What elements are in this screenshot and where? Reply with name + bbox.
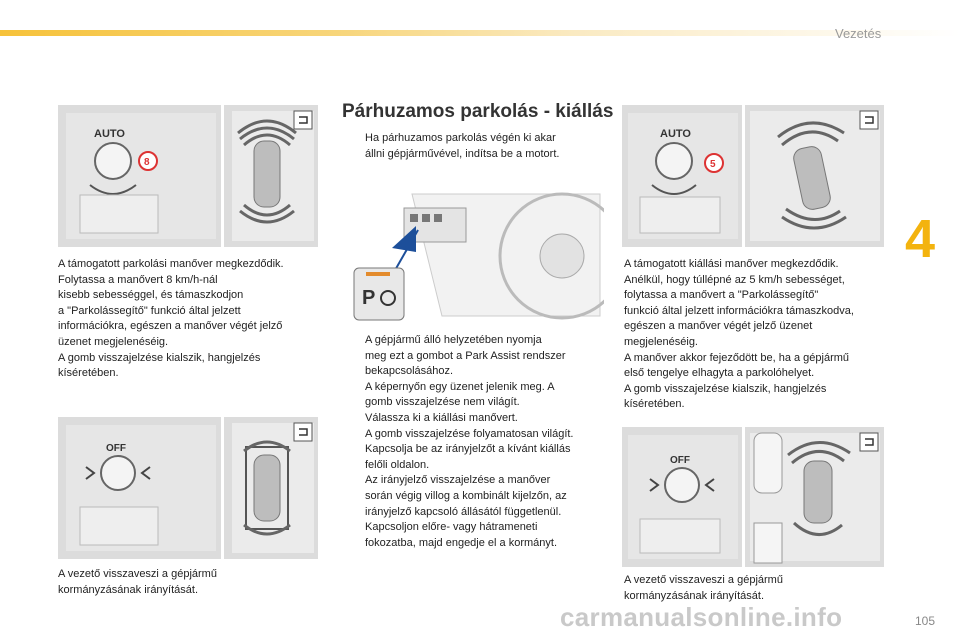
dashboard-illustration: [352, 186, 604, 322]
text-line: A támogatott kiállási manőver megkezdődik.: [624, 258, 839, 270]
text-line: gomb visszajelzése nem világít.: [365, 396, 520, 409]
text-line: Kapcsoljon előre- vagy hátrameneti: [365, 521, 538, 534]
figure-auto-8: [58, 105, 318, 247]
text-line: A gomb visszajelzése kialszik, hangjelzés: [624, 382, 827, 395]
text-line: A képernyőn egy üzenet jelenik meg. A: [365, 380, 555, 393]
text-line: A manőver akkor fejeződött be, ha a gépjármű: [624, 351, 850, 364]
bullet-item: [343, 333, 608, 411]
off-right-illustration: [622, 427, 884, 567]
text-line: bekapcsolásához.: [365, 365, 454, 378]
text-line: megjelenéséig.: [624, 335, 698, 348]
right-paragraph-2: [624, 573, 892, 604]
text-line: során végig villog a kombinált kijelzőn, az: [365, 489, 567, 502]
text-line: meg ezt a gombot a Park Assist rendszer: [365, 349, 566, 362]
text-line: fokozatba, majd engedje el a kormányt.: [365, 536, 558, 549]
bullet-item: [343, 520, 608, 551]
bullet-item: [343, 411, 608, 442]
text-line: irányjelző kapcsoló állásától függetlenül.: [365, 505, 562, 518]
bullet-item: [343, 442, 608, 520]
text-line: A támogatott parkolási manőver megkezdődik.: [58, 258, 284, 270]
off-label: OFF: [106, 443, 126, 454]
text-line: A vezető visszaveszi a gépjármű: [624, 574, 783, 586]
page-number: 105: [915, 614, 936, 628]
figure-off-left: [58, 417, 318, 559]
chapter-number: 4: [905, 209, 936, 269]
bullet-item: [343, 131, 605, 162]
text-line: A gépjármű álló helyzetében nyomja: [365, 334, 542, 346]
text-line: felőli oldalon.: [365, 458, 430, 471]
left-paragraph-1: [58, 257, 320, 382]
step-number-5: 5: [710, 159, 716, 170]
instruction-list: [343, 333, 608, 551]
step-number-8: 8: [144, 157, 150, 168]
off-label: OFF: [670, 455, 690, 466]
text-line: Az irányjelző visszajelzése a manőver: [365, 474, 551, 487]
text-line: kormányzásának irányítását.: [624, 589, 765, 602]
auto-label: AUTO: [94, 128, 125, 140]
text-line: kíséretében.: [58, 367, 119, 380]
left-paragraph-2: [58, 567, 320, 598]
park-assist-letter: P: [362, 287, 376, 309]
intro-bullet: [343, 131, 605, 162]
text-line: Válassza ki a kiállási manővert.: [365, 411, 518, 424]
text-line: kormányzásának irányítását.: [58, 583, 199, 596]
figure-off-right: [622, 427, 884, 567]
text-line: folytassa a manővert a "Parkolássegítő": [624, 289, 819, 302]
text-line: első tengelye elhagyta a parkolóhelyet.: [624, 367, 815, 380]
text-line: A gomb visszajelzése folyamatosan világít.: [365, 427, 574, 440]
text-line: a "Parkolássegítő" funkció által jelzett: [58, 304, 241, 317]
auto-label: AUTO: [660, 128, 691, 140]
figure-auto-5: [622, 105, 884, 247]
watermark: carmanualsonline.info: [560, 602, 843, 632]
auto-8-illustration: [58, 105, 318, 247]
auto-5-illustration: [622, 105, 884, 247]
text-line: funkció által jelzett információkra támaszkodva,: [624, 304, 854, 317]
figure-dashboard: [352, 186, 604, 322]
header-color-bar: [0, 30, 960, 36]
text-line: Folytassa a manővert 8 km/h-nál: [58, 273, 218, 286]
right-paragraph-1: [624, 257, 892, 413]
text-line: Ha párhuzamos parkolás végén ki akar: [365, 132, 556, 144]
page-title: Párhuzamos parkolás - kiállás: [342, 101, 614, 122]
text-line: Kapcsolja be az irányjelzőt a kívánt kiállás: [365, 443, 571, 456]
text-line: egészen a manőver végét jelző üzenet: [624, 320, 813, 333]
text-line: kíséretében.: [624, 398, 685, 411]
off-left-illustration: [58, 417, 318, 559]
section-title: Vezetés: [835, 26, 882, 41]
text-line: információkra, egészen a manőver végét jelző: [58, 320, 283, 333]
text-line: üzenet megjelenéséig.: [58, 335, 169, 348]
text-line: Anélkül, hogy túllépné az 5 km/h sebességet,: [624, 273, 845, 286]
text-line: kisebb sebességgel, és támaszkodjon: [58, 289, 244, 302]
text-line: állni gépjárművével, indítsa be a motort.: [365, 147, 560, 160]
text-line: A vezető visszaveszi a gépjármű: [58, 568, 217, 580]
text-line: A gomb visszajelzése kialszik, hangjelzés: [58, 351, 261, 364]
